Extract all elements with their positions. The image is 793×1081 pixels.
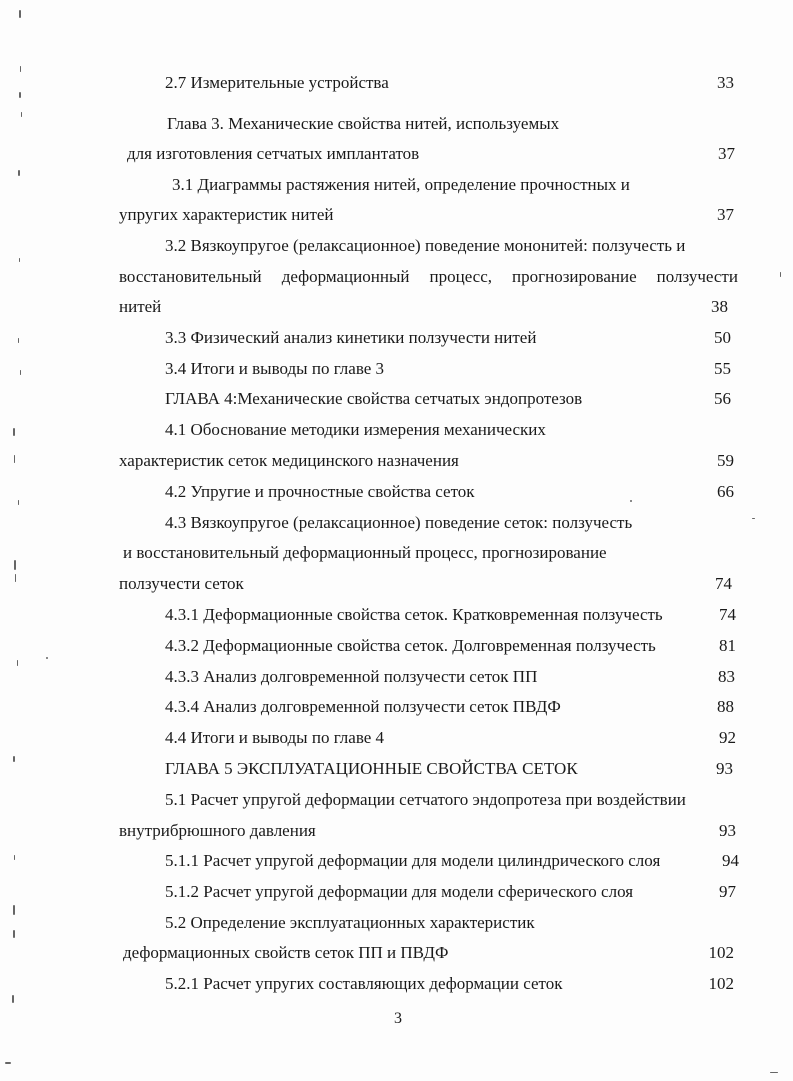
toc-entry-3-2-line2 [119,267,738,287]
toc-entry-5-1-2: 5.1.2 Расчет упругой деформации для модели сферического слоя [165,882,634,901]
toc-page-4-3-1: 74 [719,605,736,624]
toc-page-5-2-1: 102 [708,974,734,993]
toc-entry-3-4: 3.4 Итоги и выводы по главе 3 [165,359,385,378]
toc-page-5-1-2: 97 [719,882,736,901]
toc-page-4-2: 66 [717,482,734,501]
toc-entry-3-2-line1: 3.2 Вязкоупругое (релаксационное) поведение мононитей: ползучесть и [165,236,686,255]
toc-entry-4-3-3: 4.3.3 Анализ долговременной ползучести сеток ПП [165,667,538,686]
toc-page-4-3-3: 83 [718,667,735,686]
toc-page-3-2: 38 [711,297,728,316]
toc-page-5-1-1: 94 [722,851,739,870]
toc-entry-5-1-line1: 5.1 Расчет упругой деформации сетчатого эндопротеза при воздействии [165,790,686,809]
toc-page-4-3: 74 [715,574,732,593]
toc-entry-4-3-4: 4.3.4 Анализ долговременной ползучести сеток ПВДФ [165,697,561,716]
toc-page-4-3-4: 88 [717,697,734,716]
toc-page-4-3-2: 81 [719,636,736,655]
toc-page-3-3: 50 [714,328,731,347]
toc-page-5-2: 102 [708,943,734,962]
toc-entry-5-2-1: 5.2.1 Расчет упругих составляющих деформации сеток [165,974,563,993]
page-number: 3 [394,1010,402,1027]
toc-page-chapter-3: 37 [718,144,735,163]
toc-page-4-1: 59 [717,451,734,470]
toc-entry-4-3-1: 4.3.1 Деформационные свойства сеток. Кратковременная ползучесть [165,605,663,624]
word: деформационный [281,267,410,286]
toc-entry-5-2-line1: 5.2 Определение эксплуатационных характеристик [165,913,535,932]
word: ползучести [656,267,738,286]
toc-page-2-7: 33 [717,73,734,92]
toc-entry-5-1-1: 5.1.1 Расчет упругой деформации для модели цилиндрического слоя [165,851,661,870]
toc-page-4-4: 92 [719,728,736,747]
toc-page-3-1: 37 [717,205,734,224]
toc-page-3-4: 55 [714,359,731,378]
toc-entry-4-1-line1: 4.1 Обоснование методики измерения механических [165,420,546,439]
word: восстановительный [119,267,262,286]
toc-chapter-3-line1: Глава 3. Механические свойства нитей, используемых [167,114,560,133]
toc-entry-2-7: 2.7 Измерительные устройства [165,73,389,92]
toc-entry-3-1-line1: 3.1 Диаграммы растяжения нитей, определение прочностных и [172,175,630,194]
toc-entry-3-1-line2: упругих характеристик нитей [119,205,334,224]
word: процесс, [429,267,493,286]
toc-entry-4-3-line1: 4.3 Вязкоупругое (релаксационное) поведение сеток: ползучесть [165,513,633,532]
toc-page-5-1: 93 [719,821,736,840]
toc-entry-3-2-line3: нитей [119,297,162,316]
toc-entry-4-3-line3: ползучести сеток [119,574,244,593]
toc-entry-4-3-2: 4.3.2 Деформационные свойства сеток. Долговременная ползучесть [165,636,656,655]
toc-page-chapter-4: 56 [714,389,731,408]
toc-chapter-5: ГЛАВА 5 ЭКСПЛУАТАЦИОННЫЕ СВОЙСТВА СЕТОК [165,759,578,778]
toc-chapter-3-line2: для изготовления сетчатых имплантатов [127,144,420,163]
toc-entry-4-4: 4.4 Итоги и выводы по главе 4 [165,728,385,747]
toc-entry-4-2: 4.2 Упругие и прочностные свойства сеток [165,482,475,501]
toc-entry-3-3: 3.3 Физический анализ кинетики ползучести нитей [165,328,537,347]
toc-entry-5-1-line2: внутрибрюшного давления [119,821,316,840]
word: прогнозирование [512,267,637,286]
toc-chapter-4: ГЛАВА 4:Механические свойства сетчатых эндопротезов [165,389,583,408]
toc-entry-5-2-line2: деформационных свойств сеток ПП и ПВДФ [123,943,449,962]
toc-page-chapter-5: 93 [716,759,733,778]
toc-entry-4-1-line2: характеристик сеток медицинского назначения [119,451,459,470]
toc-entry-4-3-line2: и восстановительный деформационный процесс, прогнозирование [123,543,607,562]
